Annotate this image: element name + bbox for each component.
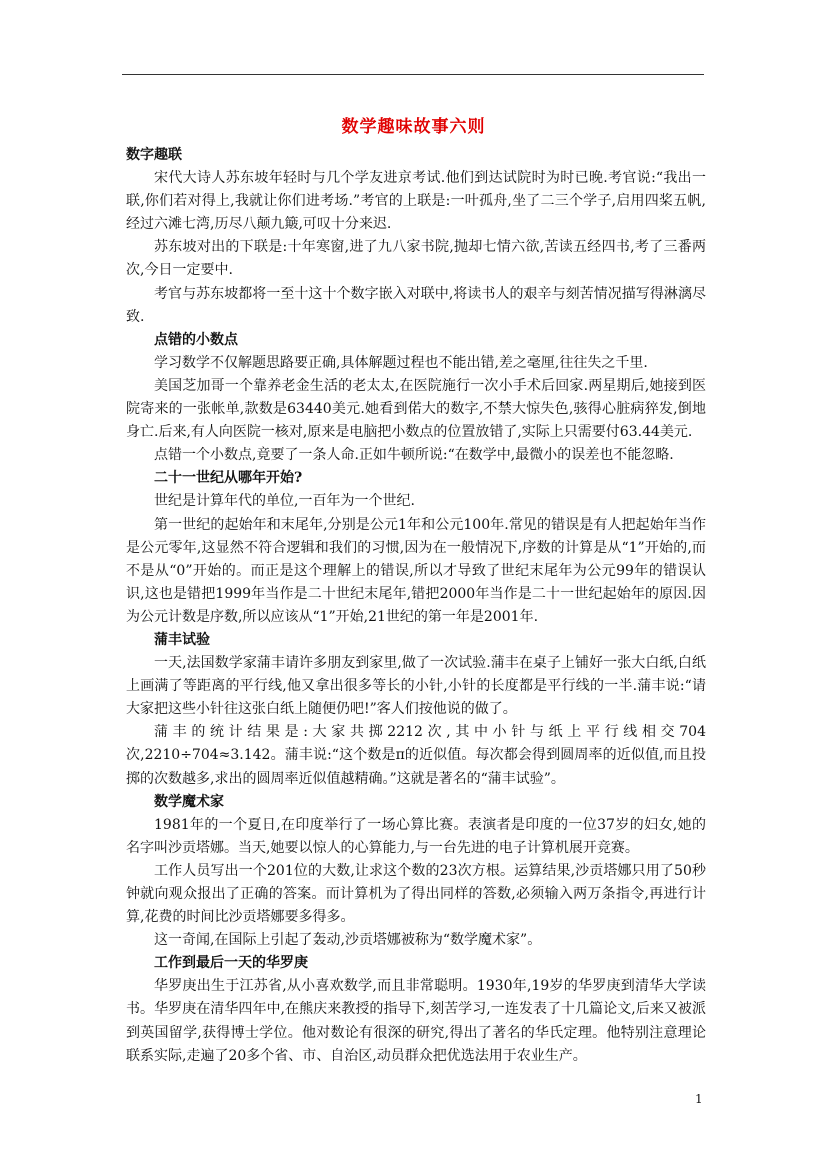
section-heading-digit-couplet: 数字趣联 [126, 147, 182, 163]
paragraph: 点错一个小数点,竟要了一条人命.正如牛顿所说:“在数学中,最微小的误差也不能忽略. [154, 447, 674, 464]
paragraph: 蒲丰的统计结果是:大家共掷2212次,其中小针与纸上平行线相交704次,2210÷704≈3.142。蒲丰说:“这个数是π的近似值。每次都会得到圆周率的近似值,而且投掷的次数越多,求出的圆周率近似值越精确。”这就是著名的“蒲丰试验”。 [126, 724, 706, 787]
paragraph: 一天,法国数学家蒲丰请许多朋友到家里,做了一次试验.蒲丰在桌子上铺好一张大白纸,白纸上画满了等距离的平行线,他又拿出很多等长的小针,小针的长度都是平行线的一半.蒲丰说:“请大家把这些小针往这张白纸上随便仍吧!”客人们按他说的做了。 [126, 655, 706, 718]
paragraph: 学习数学不仅解题思路要正确,具体解题过程也不能出错,差之毫厘,往往失之千里. [154, 354, 648, 371]
paragraph: 苏东坡对出的下联是:十年寒窗,进了九八家书院,抛却七情六欲,苦读五经四书,考了三番两次,今日一定要中. [126, 239, 706, 279]
paragraph: 这一奇闻,在国际上引起了轰动,沙贡塔娜被称为“数学魔术家”。 [154, 932, 542, 949]
page-number: 1 [695, 1092, 703, 1106]
section-heading-21st-century: 二十一世纪从哪年开始? [154, 470, 303, 487]
section-heading-buffon-experiment: 蒲丰试验 [154, 631, 210, 648]
page-title: 数学趣味故事六则 [341, 117, 486, 137]
paragraph: 宋代大诗人苏东坡年轻时与几个学友进京考试.他们到达试院时为时已晚.考官说:“我出一联,你们若对得上,我就让你们进考场.”考官的上联是:一叶孤舟,坐了二三个学子,启用四桨五帆,经过六滩七湾,历尽八颠九簸,可叹十分来迟. [126, 170, 706, 233]
paragraph: 世纪是计算年代的单位,一百年为一个世纪. [154, 493, 415, 510]
section-heading-decimal-point: 点错的小数点 [154, 331, 238, 348]
section-heading-math-magician: 数学魔术家 [154, 793, 224, 810]
header-rule [122, 74, 704, 75]
paragraph: 工作人员写出一个201位的大数,让求这个数的23次方根。运算结果,沙贡塔娜只用了50秒钟就向观众报出了正确的答案。而计算机为了得出同样的答数,必须输入两万条指令,再进行计算,花费的时间比沙贡塔娜要多得多。 [126, 862, 706, 926]
paragraph: 华罗庚出生于江苏省,从小喜欢数学,而且非常聪明。1930年,19岁的华罗庚到清华大学读书。华罗庚在清华四年中,在熊庆来教授的指导下,刻苦学习,一连发表了十几篇论文,后来又被派到英国留学,获得博士学位。他对数论有很深的研究,得出了著名的华氏定理。他特别注意理论联系实际,走遍了20多个省、市、自治区,动员群众把优选法用于农业生产。 [126, 978, 706, 1064]
paragraph: 考官与苏东坡都将一至十这十个数字嵌入对联中,将读书人的艰辛与刻苦情况描写得淋漓尽致. [126, 285, 706, 325]
paragraph: 第一世纪的起始年和末尾年,分别是公元1年和公元100年.常见的错误是有人把起始年当作是公元零年,这显然不符合逻辑和我们的习惯,因为在一般情况下,序数的计算是从“1”开始的,而不是从“0”开始的。而正是这个理解上的错误,所以才导致了世纪末尾年为公元99年的错误认识,这也是错把1999年当作是二十世纪末尾年,错把2000年当作是二十一世纪起始年的原因.因为公元计数是序数,所以应该从“1”开始,21世纪的第一年是2001年. [126, 516, 706, 625]
document-body [126, 144, 706, 1068]
section-heading-hua-luogeng: 工作到最后一天的华罗庚 [154, 955, 308, 972]
paragraph: 美国芝加哥一个靠养老金生活的老太太,在医院施行一次小手术后回家.两星期后,她接到医院寄来的一张帐单,款数是63440美元.她看到偌大的数字,不禁大惊失色,骇得心脏病猝发,倒地身亡.后来,有人向医院一核对,原来是电脑把小数点的位置放错了,实际上只需要付63.44美元. [126, 377, 706, 441]
paragraph: 1981年的一个夏日,在印度举行了一场心算比赛。表演者是印度的一位37岁的妇女,她的名字叫沙贡塔娜。当天,她要以惊人的心算能力,与一台先进的电子计算机展开竞赛。 [126, 816, 706, 856]
